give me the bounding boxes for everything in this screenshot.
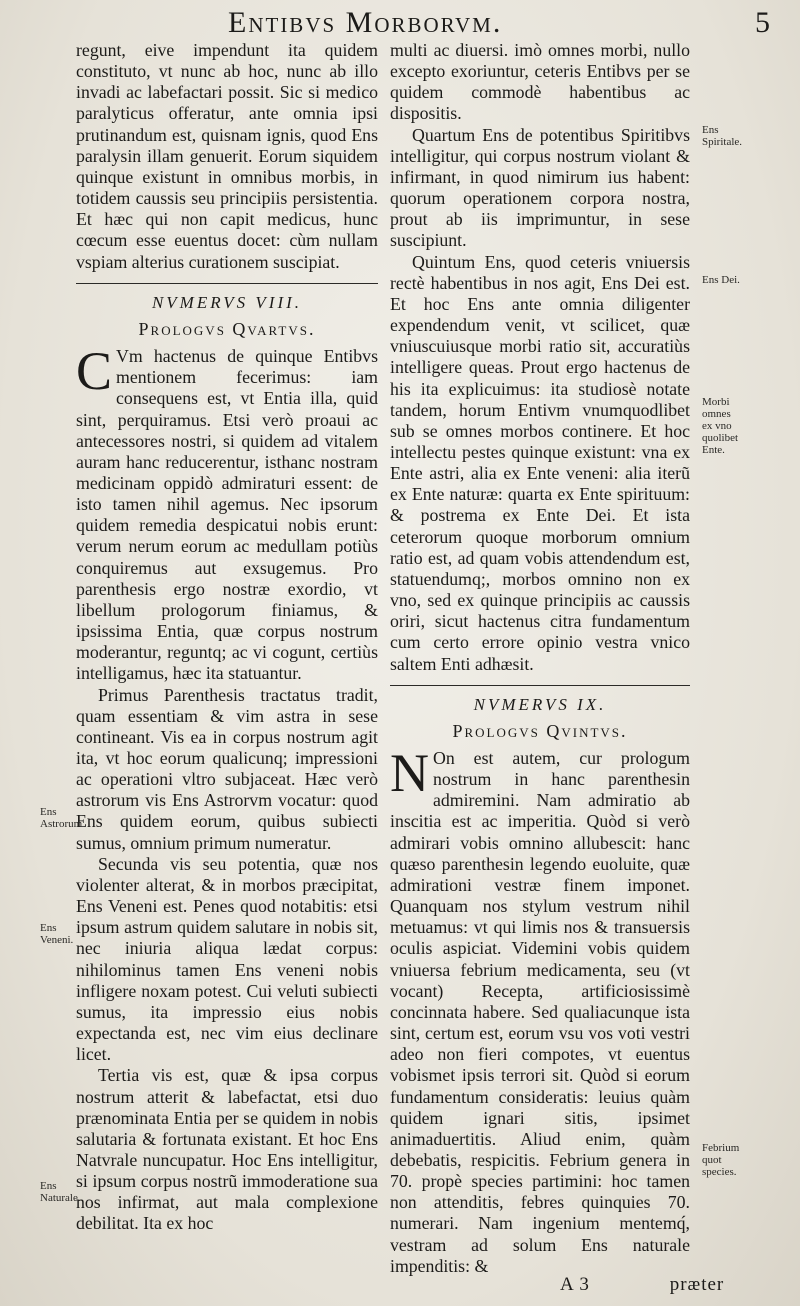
paragraph: Primus Parenthesis tractatus tradit, quam essentiam & vim astra in sese contineant. Vis ea in corpus nostrum agit ita, vt hoc eorum qualicunq; impressioni ac operationi vltro subjaceat. Hæc verò astrorum vis Ens Astrorvm vocatur: quod Ens quidem eorum, quibus subiecti sumus, omnium primum numeratur. (76, 684, 378, 853)
section-subheading: Prologvs Qvintvs. (452, 720, 628, 741)
section-rule (390, 685, 690, 686)
margin-note-ens-astrorum: Ens Astrorum (40, 806, 83, 830)
left-column (76, 40, 378, 1235)
paragraph: Secunda vis seu potentia, quæ nos violenter alterat, & in morbos præcipitat, Ens Veneni est. Penes quod notabitis: etsi ipsum astrum quidem salutare in nobis sit, nec iniuria aliqua lædat corpus: nihilominus tamen Ens veneni nobis infligere noxam potest. Cui veluti subiecti sumus, ita impressio eius nobis expectanda est, nec vim eius declinare licet. (76, 853, 378, 1065)
drop-cap: N (390, 743, 429, 803)
header-title: Entibvs Morborvm. (228, 6, 503, 39)
section-rule (76, 283, 378, 284)
margin-note-ens-spiritale: Ens Spiritale. (702, 124, 743, 148)
section-heading: NVMERVS IX. (473, 694, 607, 714)
paragraph (390, 743, 690, 1277)
margin-note-ens-veneni: Ens Veneni. (40, 922, 74, 946)
paragraph-text: Vm hactenus de quinque Entibvs mentionem fecerimus: iam consequens est, vt Entia illa, quid sint, perquiramus. Etsi verò proaui ac antecessores nostri, si quidem ad vitalem auram hanc reducerentur, isthanc nostram medicinam oppidò admiraturi essent: de isto tamen nihil agemus. Nec ipsorum quidem remedia despicatui nobis erunt: verum nerum eorum ac medullam potiùs conquiremus aut exsugemus. Pro parenthesis ergo nostræ exordio, vt libellum prologorum finiamus, & ipsissima Entia, quæ corpus nostrum moderantur, reguntq; ac vi cogunt, certiùs intelligamus, hæc ita statuantur. (76, 346, 378, 684)
paragraph: Quartum Ens de potentibus Spiritibvs intelligitur, qui corpus nostrum violant & infirmant, in quod nimirum ius habent: quorum operationem corpora nostra, prout ab iis imprimuntur, in sese suscipiunt. (390, 124, 690, 251)
paragraph-text: On est autem, cur prologum nostrum in hanc parenthesin admiremini. Nam admiratio ab inscitia est ac imperitia. Quòd si verò admirari vobis omnino allubescit: hanc quæso parenthesin legendo euoluite, quæ admirationi vestræ finem imponet. Quanquam nos stylum vestrum nihil metuamus: vt qui limis nos & transuersis oculis aspiciat. Videmini vobis quidem vniuersa febrium medicamenta, seu (vt vocant) Recepta, artificiosissimè concinnata habere. Sed qualiacunque ista sint, certum est, eorum vsu vos voti vestri adeo non fieri compotes, vt euentus vobismet ipsis terrori sit. Quòd si eorum fundamentum consideratis: leuius quàm quidem ignari sitis, ipsimet animaduertitis. Aliud enim, quàm debebatis, respicitis. Febrium genera in 70. propè species partimini: hoc tamen non attenditis, febres quinquies 70. numerari. Nam ingenium mentemq́, vestram ad solum Ens naturale impenditis: & (390, 748, 690, 1276)
paragraph: regunt, eive impendunt ita quidem constituto, vt nunc ab hoc, nunc ab illo invadi ac labefactari possit. Sic si medico paralyticus offeratur, ante omnia ipsi prutinandum est, quisnam ignis, quod Ens paralysin illam genuerit. Eorum siquidem quinque existunt in omnibus morbis, in totidem caussis seu principiis persistentia. Et hæc qui non capit medicus, hunc cœcum esse euentus docet: cùm nullam vspiam alterius curationem suscipiat. (76, 40, 378, 272)
catchword: præter (669, 1274, 725, 1295)
paragraph (76, 341, 378, 685)
margin-note-febrium-species: Febrium quot species. (702, 1142, 740, 1178)
section-heading: NVMERVS VIII. (151, 292, 303, 312)
margin-note-ens-naturale: Ens Naturale. (40, 1180, 81, 1204)
margin-note-morbi-omnes: Morbi omnes ex vno quolibet Ente. (702, 396, 739, 456)
right-column (390, 40, 690, 1277)
page-footer (560, 1274, 724, 1296)
paragraph: Quintum Ens, quod ceteris vniuersis rectè habentibus in nos agit, Ens Dei est. Et hoc Ens ante omnia diligenter expendendum venit, vt scilicet, quæ vniuscuiusque morbi ratio sit, accuratiùs intelligere queas. Prout ergo hactenus de his ita explicuimus: ita studiosè notate tandem, horum Entivm vnumquodlibet sub se omnes morbos continere. Et hoc intellectu pestes quinque existunt: vna ex Ente astri, alia ex Ente veneni: alia iterũ ex Ente naturæ: quarta ex Ente spirituum: & postrema ex Ente Dei. Et ista ceterorum quoque morborum omnium ratio est, ad quam vobis attendendum est, statuendumq;, morbos omnino non ex vno, sed ex quinque principiis ac caussis oriri, sicut hactenus citra fundamentum cum certo errore opinio vestra vnico saltem Enti adhæsit. (390, 251, 690, 674)
drop-cap: C (76, 341, 113, 402)
section-subheading: Prologvs Qvartvs. (138, 318, 316, 339)
page-number: 5 (755, 6, 772, 39)
paragraph: multi ac diuersi. imò omnes morbi, nullo excepto exoriuntur, ceteris Entibvs per se quidem commodè habentibus ac dispositis. (390, 40, 690, 124)
margin-note-ens-dei: Ens Dei. (702, 274, 740, 286)
signature-mark: A 3 (560, 1274, 590, 1295)
running-header (60, 6, 780, 40)
paragraph: Tertia vis est, quæ & ipsa corpus nostrum atterit & labefactat, etsi duo prænominata Entia per se quidem in nobis salutaria & fortunata existant. Et hoc Ens Natvrale nuncupatur. Hoc Ens intelligitur, si ipsum corpus nostrũ immoderatione sua nos infirmat, aut mala complexione debilitat. Ita ex hoc (76, 1065, 378, 1234)
